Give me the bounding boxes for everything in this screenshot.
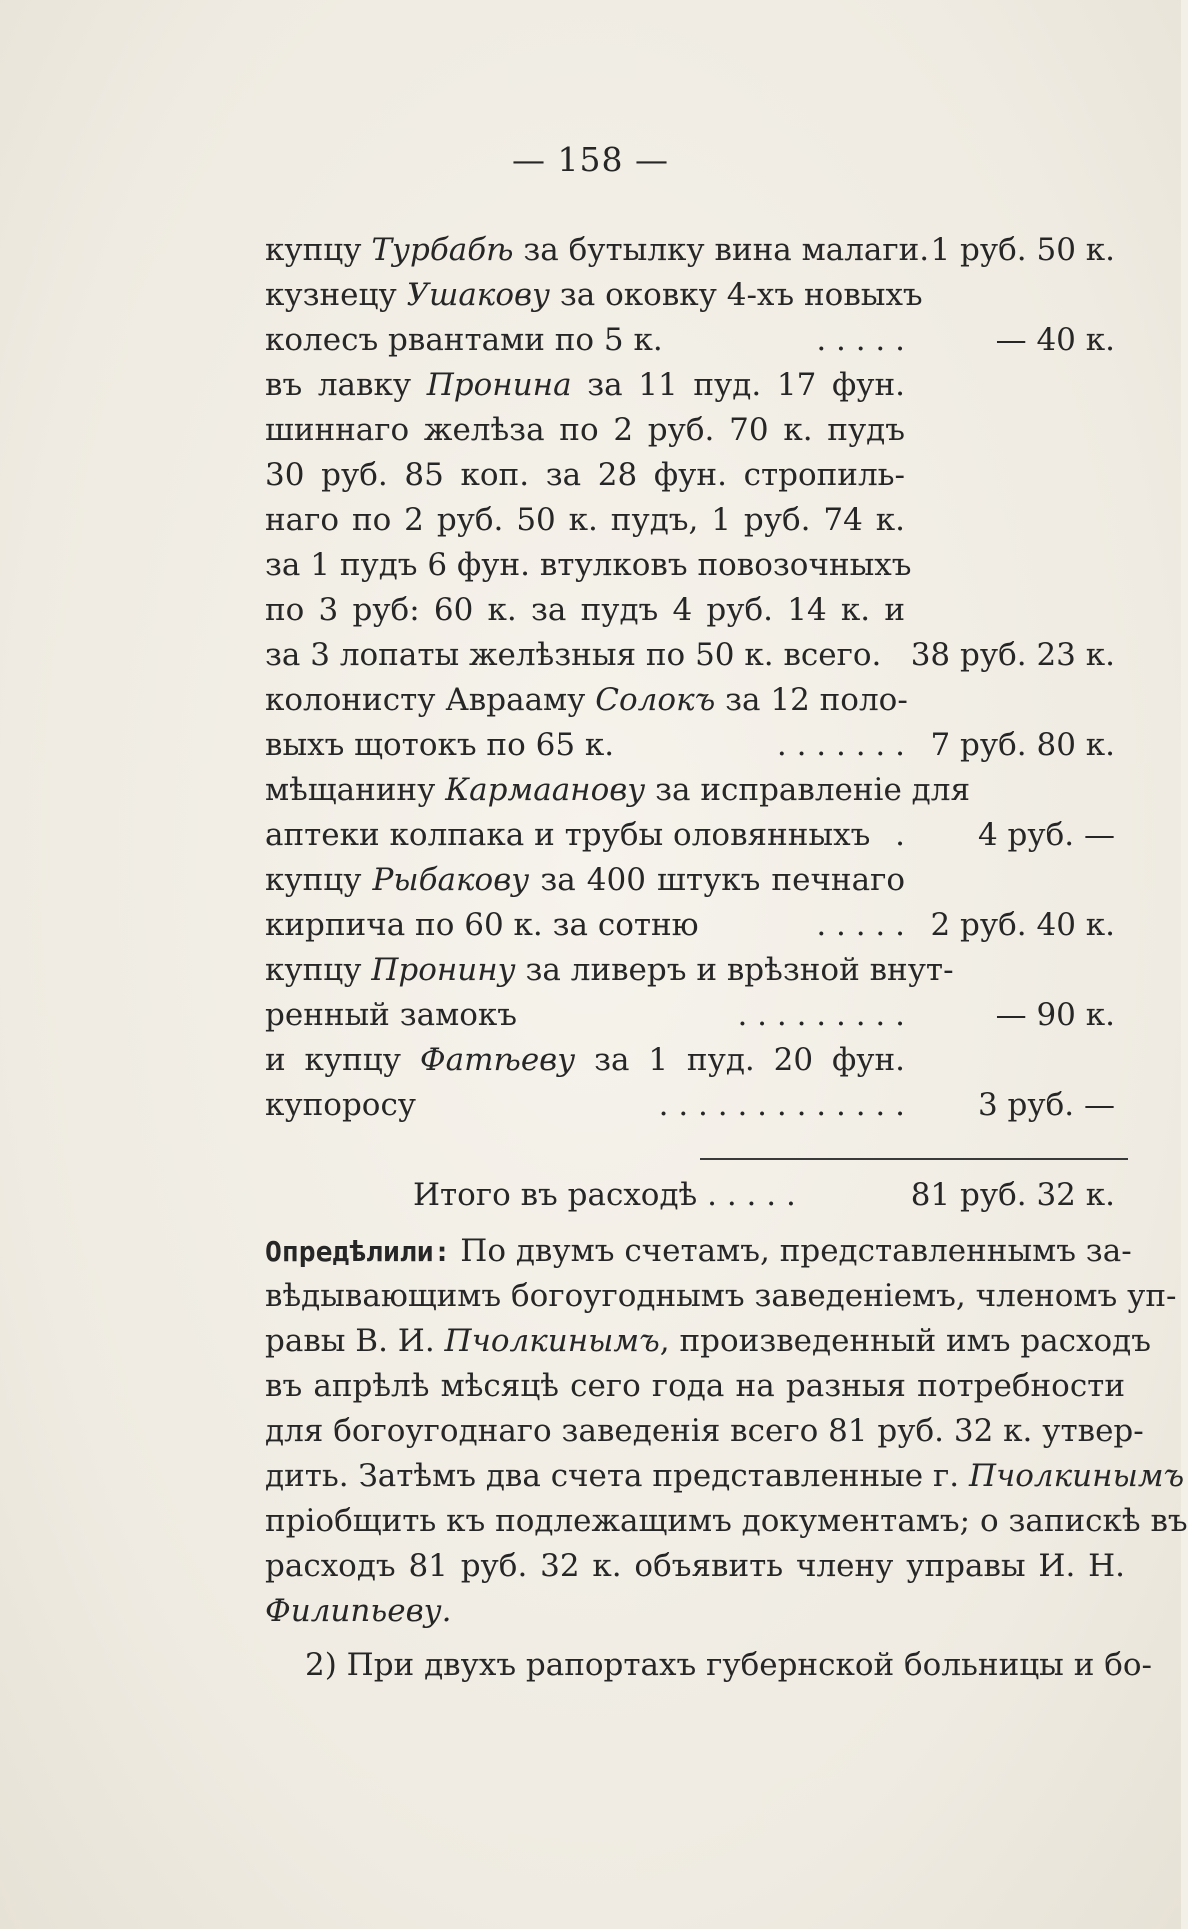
total-amount: 81 руб. 32 к. [910,1177,1115,1213]
page-number: — 158 — [512,140,669,179]
expense-row [265,813,1125,858]
expense-amount: 38 руб. 23 к. [910,637,1115,673]
expense-amount: 4 руб. — [977,817,1115,853]
expense-row [265,543,1125,588]
expense-description: шиннаго желѣза по 2 руб. 70 к. пудъ [265,412,905,448]
expense-description: купцу Рыбакову за 400 штукъ печнаго [265,862,905,898]
expense-amount: — 90 к. [995,997,1115,1033]
resolution-paragraph [265,1229,1188,1634]
expense-row [265,1083,1125,1128]
expense-description: въ лавку Пронина за 11 пуд. 17 фун. [265,367,905,403]
expense-row [265,1038,1125,1083]
expense-row [265,858,1125,903]
resolution-line [265,1589,1125,1634]
expense-amount: 3 руб. — [977,1087,1115,1123]
resolution-line: равы В. И. Пчолкинымъ, произведенный имъ расходъ [265,1323,1151,1359]
leader-dots: . . . . . . . [776,727,905,763]
expense-description: кирпича по 60 к. за сотню [265,907,699,943]
expense-description: колесъ рвантами по 5 к. [265,322,663,358]
resolution-line: вѣдывающимъ богоугоднымъ заведеніемъ, членомъ уп- [265,1278,1177,1314]
total-line [265,1173,1125,1218]
leader-dots: . . . . . . . . . . . . . [658,1087,905,1123]
person-name: Фатѣеву [419,1042,576,1078]
expense-row [265,948,1125,993]
resolution-line: въ апрѣлѣ мѣсяцѣ сего года на разныя потребности [265,1368,1125,1404]
expense-description: за 1 пудъ 6 фун. втулковъ повозочныхъ [265,547,912,583]
expense-description: колонисту Аврааму Солокъ за 12 поло- [265,682,908,718]
person-name: Пчолкинымъ [444,1323,660,1359]
total-label: Итого въ расходѣ . . . . . [413,1177,796,1213]
expense-row [265,678,1125,723]
total-rule [700,1158,1128,1160]
person-name: Кармаанову [445,772,646,808]
expense-row [265,408,1125,453]
expense-description: купоросу [265,1087,417,1123]
expense-row [265,588,1125,633]
resolution-line: Опредѣлили: По двумъ счетамъ, представленнымъ за- [265,1233,1132,1269]
expense-row [265,903,1125,948]
expense-description: аптеки колпака и трубы оловянныхъ [265,817,871,853]
expense-row [265,723,1125,768]
expense-row [265,228,1125,273]
expense-amount: 2 руб. 40 к. [930,907,1115,943]
person-name: Пронина [426,367,572,403]
expense-row [265,453,1125,498]
leader-dots: . [895,817,905,853]
expense-list [265,228,1125,1128]
expense-row [265,318,1125,363]
expense-amount: 1 руб. 50 к. [930,232,1115,268]
resolution-line: дить. Затѣмъ два счета представленные г. Пчолкинымъ [265,1458,1185,1494]
expense-description: наго по 2 руб. 50 к. пудъ, 1 руб. 74 к. [265,502,905,538]
expense-description: кузнецу Ушакову за оковку 4-хъ новыхъ [265,277,923,313]
next-item-line: 2) При двухъ рапортахъ губернской больницы и бо- [305,1647,1153,1683]
person-name: Турбабѣ [371,232,514,268]
expense-description: купцу Пронину за ливеръ и врѣзной внут- [265,952,954,988]
expense-row [265,363,1125,408]
expense-row [265,633,1125,678]
expense-description: 30 руб. 85 коп. за 28 фун. стропиль- [265,457,905,493]
person-name: Солокъ [595,682,716,718]
next-item-paragraph [265,1643,1153,1688]
expense-description: ренный замокъ [265,997,517,1033]
expense-row [265,993,1125,1038]
resolution-line: для богоугоднаго заведенія всего 81 руб. 32 к. утвер- [265,1413,1144,1449]
expense-description: купцу Турбабѣ за бутылку вина малаги. [265,232,930,268]
expense-description: мѣщанину Кармаанову за исправленіе для [265,772,970,808]
resolution-line: пріобщить къ подлежащимъ документамъ; о запискѣ въ [265,1503,1188,1539]
leader-dots: . . . . . [816,907,905,943]
leader-dots: . . . . . [816,322,905,358]
person-name: Ушакову [406,277,551,313]
expense-row [265,498,1125,543]
person-name: Рыбакову [372,862,530,898]
leader-dots: . . . . . . . . . [737,997,905,1033]
expense-row [265,768,1125,813]
expense-row [265,273,1125,318]
expense-amount: 7 руб. 80 к. [930,727,1115,763]
person-name: Пчолкинымъ [968,1458,1185,1494]
resolution-line: расходъ 81 руб. 32 к. объявить члену управы И. Н. [265,1548,1125,1584]
person-name: Филипьеву. [265,1593,452,1629]
person-name: Пронину [371,952,516,988]
expense-description: выхъ щотокъ по 65 к. [265,727,615,763]
expense-amount: — 40 к. [995,322,1115,358]
resolution-head: Опредѣлили: [265,1235,451,1268]
expense-description: за 3 лопаты желѣзныя по 50 к. всего. [265,637,882,673]
expense-description: и купцу Фатѣеву за 1 пуд. 20 фун. [265,1042,905,1078]
expense-description: по 3 руб: 60 к. за пудъ 4 руб. 14 к. и [265,592,905,628]
